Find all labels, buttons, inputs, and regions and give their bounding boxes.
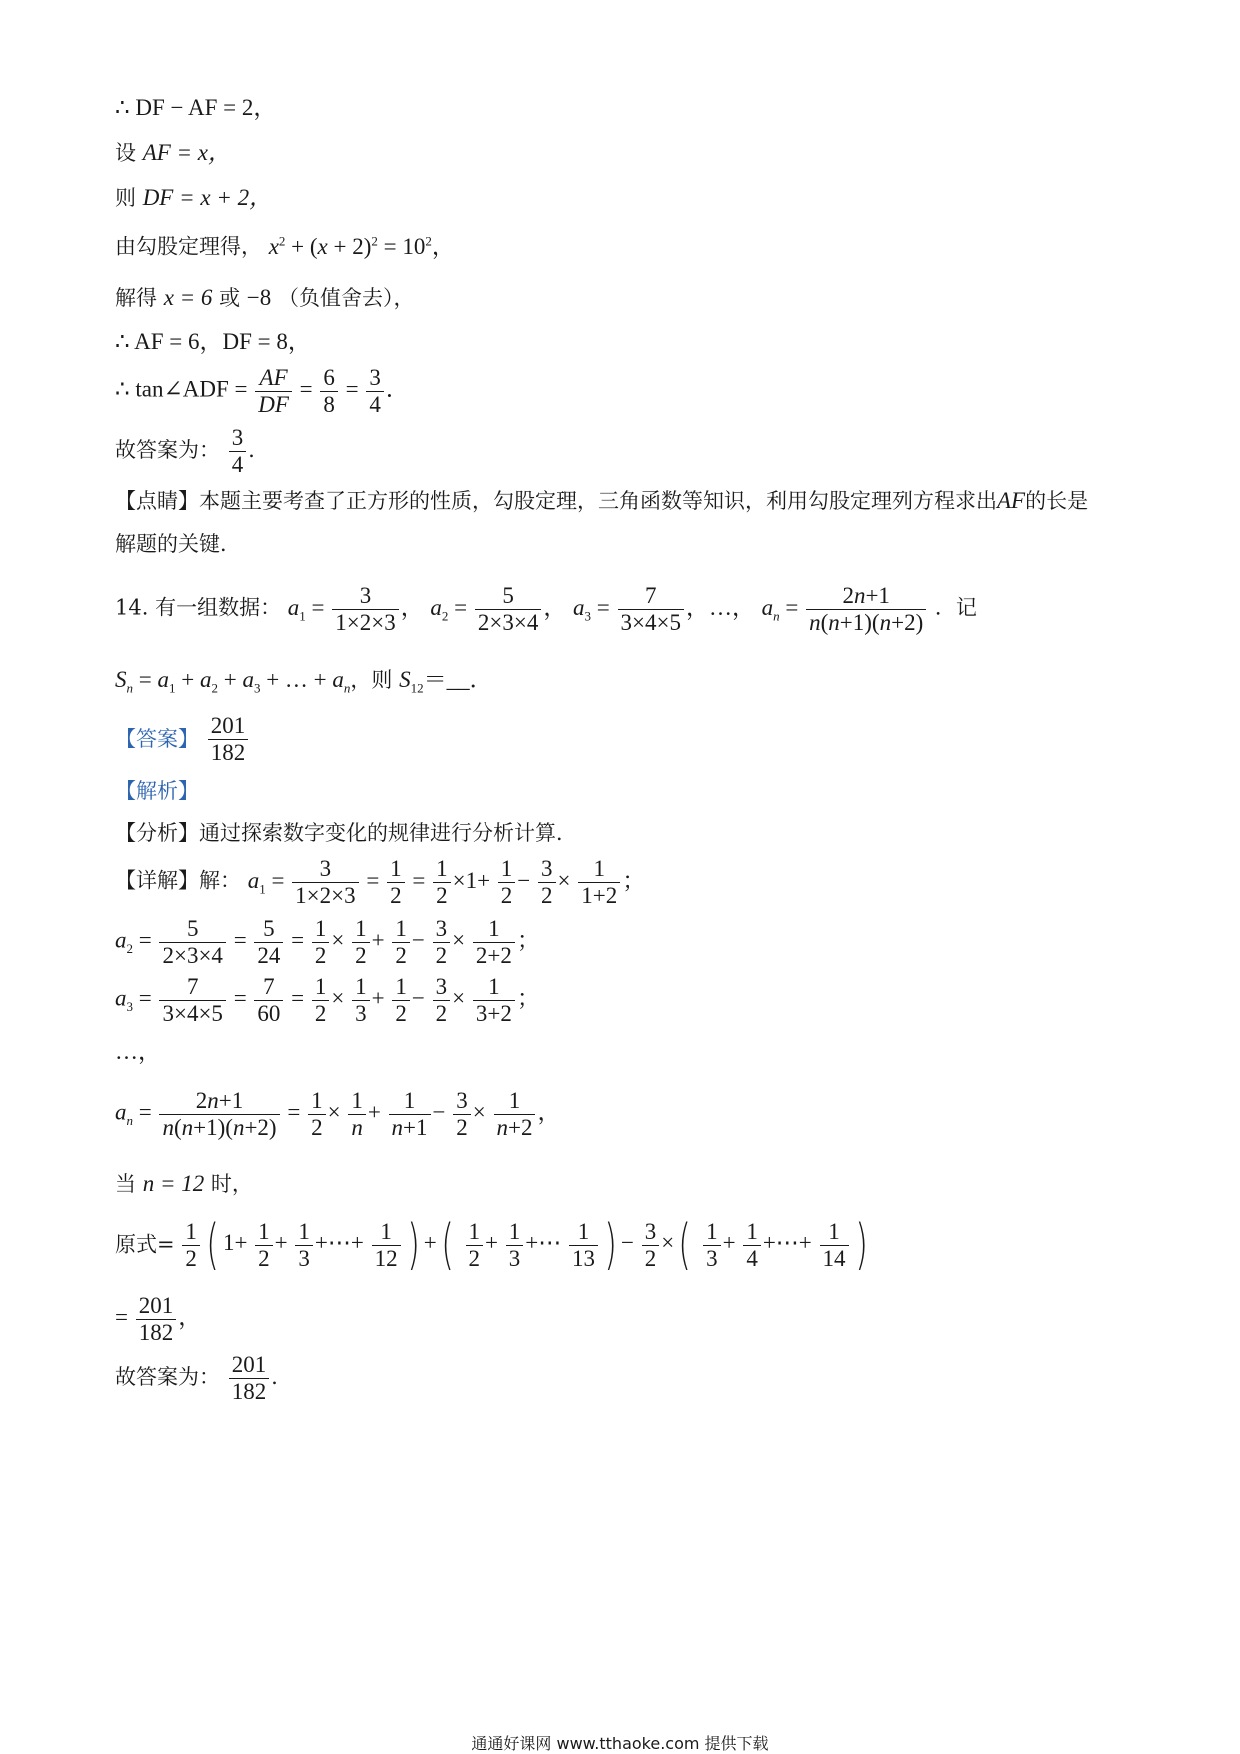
- line-remark: [115, 489, 1088, 512]
- result-fraction: $\frac{201}{182}$: [136, 1293, 177, 1346]
- n-value: n = 12: [142, 1171, 205, 1196]
- text-then: ，则: [350, 668, 393, 692]
- answer-tag: 【答案】: [115, 726, 199, 751]
- orig-prefix: 原式=: [115, 1232, 175, 1257]
- detail-a2: $a_2$ = $\frac{5}{2\times 3\times 4}$ = $\frac{5}{24}$ = $\frac{1}{2}$ × $\frac{1}{2}$ + $\frac{1}{2}$ − $\frac{3}{2}$ × $\frac{1}{2+2}$ ；: [115, 916, 540, 968]
- equation-text: ∴ DF − AF = 2，: [115, 95, 277, 120]
- question-14-line2: [115, 668, 493, 695]
- dots-line: [115, 1040, 161, 1063]
- s12-symbol: $S_{12}$: [399, 667, 424, 696]
- question-14: [115, 583, 977, 636]
- final-answer-line: 故答案为： $\frac{201}{182}$ ．: [115, 1352, 293, 1404]
- equation-text: ∴ tan∠ADF =: [115, 376, 248, 402]
- sum-definition: $S_n = a_1 + a_2 + a_3$ + … + $a_n$: [115, 667, 351, 696]
- analyze-text: 通过探索数字变化的规律进行分析计算．: [199, 821, 577, 845]
- remark-var: AF: [997, 488, 1026, 513]
- line-tan-adf: ∴ tan∠ADF = $\frac{AF}{DF}$ = $\frac{6}{8}$ = $\frac{3}{4}$ ．: [115, 365, 409, 417]
- final-prefix: 故答案为：: [115, 1364, 220, 1389]
- remark-text: 解题的关键．: [115, 532, 241, 556]
- negative-root: −8: [246, 285, 272, 310]
- analysis-tag-text: 【解析】: [115, 779, 199, 803]
- text-or: 或: [219, 286, 241, 310]
- line-af-df-values: [115, 330, 311, 353]
- remark-text: 本题主要考查了正方形的性质，勾股定理，三角函数等知识，利用勾股定理列方程求出: [199, 489, 997, 513]
- when-line: [115, 1172, 253, 1195]
- equation-text: ∴ AF = 6，DF = 8，: [115, 329, 311, 354]
- question-suffix: ．记: [934, 595, 977, 620]
- equation-text: x = 6: [163, 285, 213, 310]
- when-suffix: 时，: [210, 1172, 253, 1196]
- line-pythagoras: [115, 234, 455, 258]
- line-df-eq: [115, 186, 272, 209]
- final-fraction: $\frac{201}{182}$: [229, 1352, 270, 1405]
- question-prefix: 14. 有一组数据：: [115, 595, 282, 620]
- term-an: $a_n$ = $\frac{2n+1}{n(n+1)(n+2)}$: [762, 595, 929, 620]
- answer-line: [115, 713, 250, 766]
- fraction-3-4: $\frac{3}{4}$: [366, 365, 384, 418]
- line-set-af: [115, 141, 231, 164]
- equation-text: DF = x + 2，: [142, 185, 273, 210]
- remark-tag: 【点睛】: [115, 489, 199, 513]
- text-prefix: 设: [115, 141, 136, 165]
- equation-text: AF = x，: [142, 140, 232, 165]
- fraction-af-df: $\frac{AF}{DF}$: [255, 365, 292, 418]
- analyze-tag: 【分析】: [115, 821, 199, 845]
- text-suffix: （负值舍去），: [277, 286, 415, 310]
- text-prefix: 故答案为：: [115, 437, 220, 462]
- line-df-minus-af: [115, 96, 276, 119]
- result-line: = $\frac{201}{182}$ ，: [115, 1293, 202, 1345]
- line-solve: [115, 286, 414, 309]
- term-a3: $a_3$ = $\frac{7}{3\times 4\times 5}$ ，…，: [573, 583, 755, 635]
- fraction-6-8: $\frac{6}{8}$: [320, 365, 338, 418]
- analyze-line: [115, 823, 577, 844]
- term-a2: $a_2$ = $\frac{5}{2\times 3\times 4}$ ，: [430, 583, 567, 635]
- detail-prefix: 解：: [199, 868, 241, 893]
- analysis-tag: [115, 781, 199, 802]
- line-remark-2: [115, 534, 241, 555]
- ellipsis: …，: [115, 1039, 161, 1064]
- detail-tag: 【详解】: [115, 868, 199, 893]
- line-answer-prev: 故答案为： $\frac{3}{4}$ ．: [115, 425, 270, 477]
- answer-fraction: $\frac{201}{182}$: [208, 713, 249, 766]
- original-expression: 原式= $\frac{1}{2}$ ( 1+ $\frac{1}{2}$ + $\frac{1}{3}$ +⋯+ $\frac{1}{12}$ ) +( $\frac{1}{2}$ + $\frac{1}{3}$ +⋯ $\frac{1}{13}$ ) − $\frac{3}{2}$ ×( $\frac{1}{3}$ + $\frac{1}{4}$ +⋯+ $\frac{1}{14}$ ): [115, 1213, 868, 1276]
- when-text: 当: [115, 1172, 136, 1196]
- a1-expansion: $a_1$ = $\frac{3}{1\times 2\times 3}$ = $\frac{1}{2}$ = $\frac{1}{2}$ ×1+ $\frac{1}{2}$ − $\frac{3}{2}$ × $\frac{1}{1+2}$ ；: [247, 856, 646, 908]
- text-prefix: 由勾股定理得，: [115, 234, 262, 259]
- answer-blank: ＝__．: [423, 667, 493, 692]
- detail-an: $a_n$ = $\frac{2n+1}{n(n+1)(n+2)}$ = $\frac{1}{2}$ × $\frac{1}{n}$ + $\frac{1}{n+1}$ − $\frac{3}{2}$ × $\frac{1}{n+2}$ ，: [115, 1088, 561, 1140]
- pythagoras-equation: $x^2 + (x + 2)^2 = 10^2$，: [268, 233, 455, 259]
- text-prefix: 则: [115, 186, 136, 210]
- detail-a1: [115, 856, 645, 909]
- remark-text: 的长是: [1025, 489, 1089, 513]
- page-footer: 通通好课网 www.tthaoke.com 提供下载: [471, 1734, 769, 1753]
- text-prefix: 解得: [115, 286, 157, 310]
- term-a1: $a_1$ = $\frac{3}{1\times 2\times 3}$ ，: [287, 583, 424, 635]
- fraction-3-4: $\frac{3}{4}$: [229, 425, 247, 478]
- detail-a3: $a_3$ = $\frac{7}{3\times 4\times 5}$ = $\frac{7}{60}$ = $\frac{1}{2}$ × $\frac{1}{3}$ + $\frac{1}{2}$ − $\frac{3}{2}$ × $\frac{1}{3+2}$ ；: [115, 974, 540, 1026]
